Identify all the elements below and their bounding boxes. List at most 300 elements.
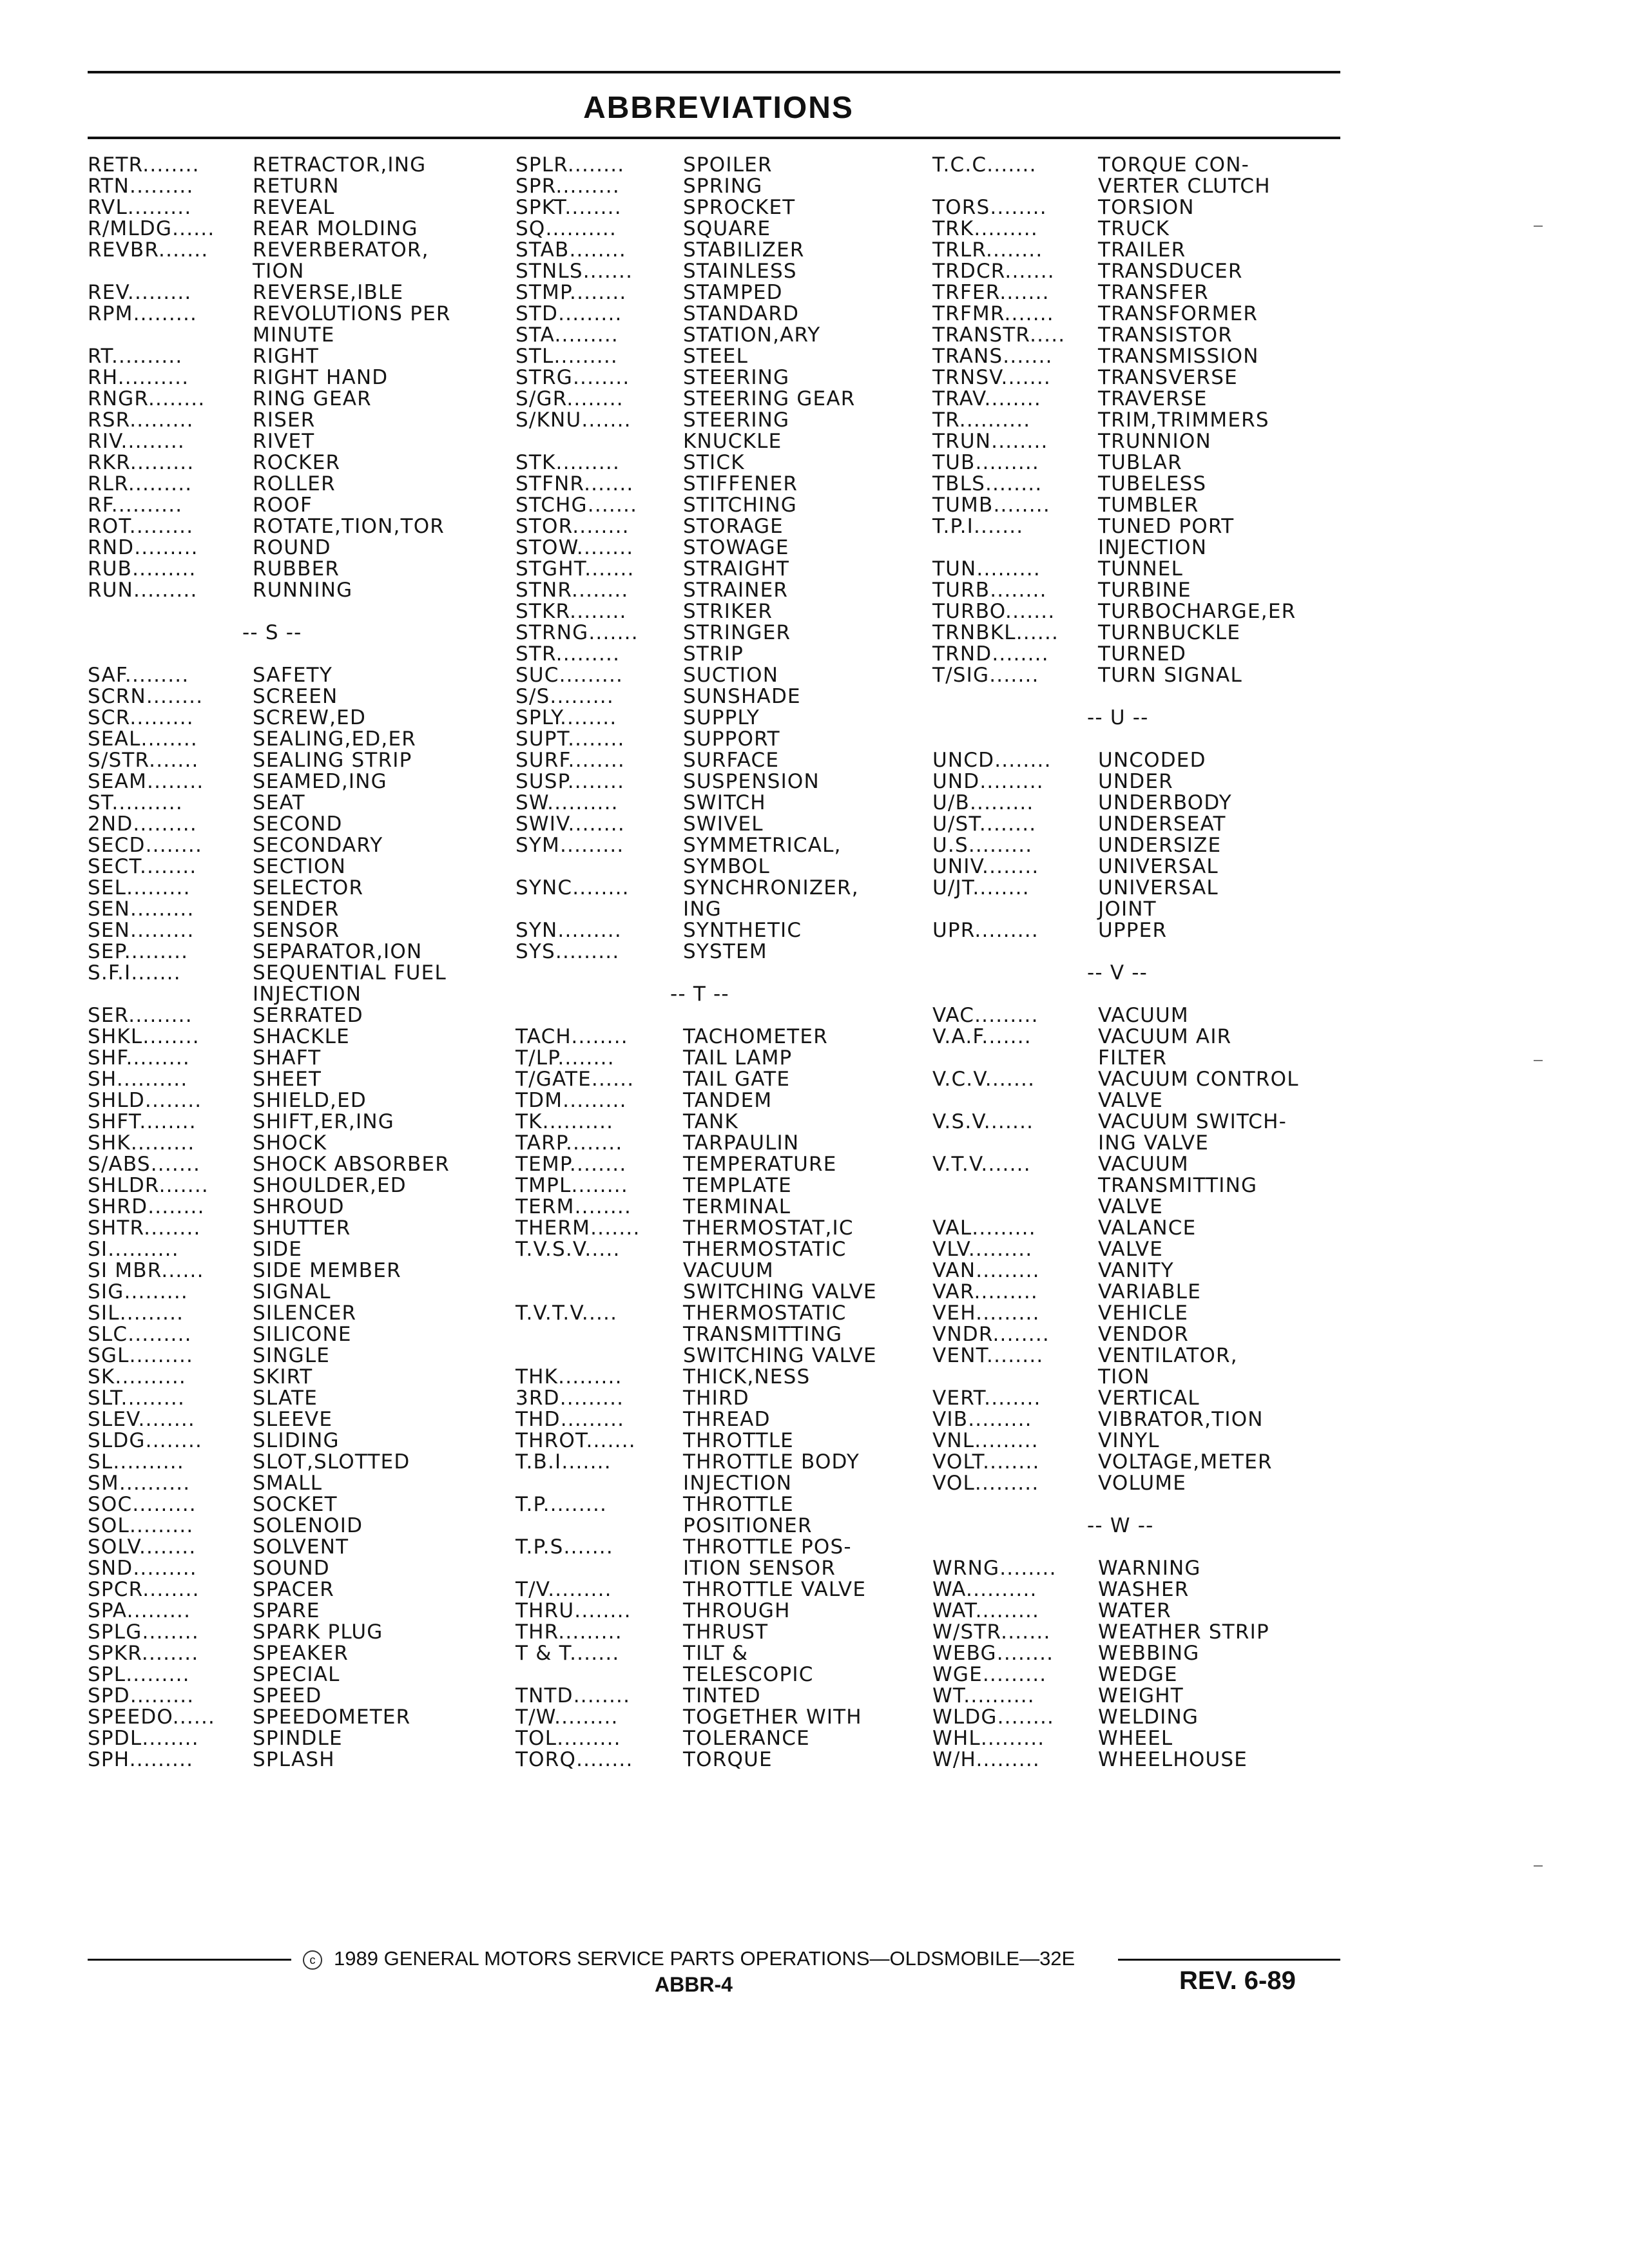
abbreviation-code: TORS........ [932,196,1047,219]
abbreviation-code: SI.......... [88,1238,179,1261]
abbreviation-meaning: VOLTAGE,METER [1098,1450,1273,1474]
abbreviation-code: STA......... [516,323,619,347]
abbreviation-code: TERM........ [516,1195,632,1218]
abbreviation-code: THR......... [516,1620,622,1644]
abbreviation-meaning: SLATE [253,1387,318,1410]
abbreviation-meaning: THROTTLE POS- [683,1535,852,1559]
abbreviation-meaning: SEALING,ED,ER [253,727,416,751]
abbreviation-meaning: JOINT [1098,898,1157,921]
abbreviation-code: S/ABS....... [88,1153,201,1176]
abbreviation-meaning: TINTED [683,1684,761,1707]
abbreviation-meaning: REVERSE,IBLE [253,281,404,304]
abbreviation-code: SPR......... [516,175,620,198]
abbreviation-code: SPH......... [88,1748,194,1771]
abbreviation-code: S/GR........ [516,387,624,410]
abbreviation-code: TOL......... [516,1727,621,1750]
abbreviation-code: RNGR........ [88,387,206,410]
abbreviation-meaning: KNUCKLE [683,430,782,453]
abbreviation-meaning: THROTTLE VALVE [683,1578,867,1601]
abbreviation-code: SUSP........ [516,770,625,793]
abbreviation-meaning: SERRATED [253,1004,363,1027]
abbreviation-meaning: VIBRATOR,TION [1098,1408,1264,1431]
abbreviation-code: VAC......... [932,1004,1039,1027]
abbreviation-code: SLC......... [88,1323,192,1346]
abbreviation-meaning: SEAT [253,791,305,814]
abbreviation-code: VENT........ [932,1344,1044,1367]
abbreviation-meaning: SUNSHADE [683,685,801,708]
abbreviation-code: SYS......... [516,940,620,963]
abbreviation-meaning: SECONDARY [253,834,383,857]
abbreviation-meaning: POSITIONER [683,1514,813,1537]
abbreviation-code: T.B.I....... [516,1450,612,1474]
abbreviation-meaning: SYSTEM [683,940,767,963]
abbreviation-meaning: STRAIGHT [683,557,790,581]
abbreviation-meaning: THROTTLE [683,1493,794,1516]
abbreviation-code: STD......... [516,302,622,325]
page-title: ABBREVIATIONS [583,91,854,125]
abbreviation-meaning: SCREEN [253,685,338,708]
abbreviation-meaning: VERTICAL [1098,1387,1200,1410]
abbreviation-code: TUMB........ [932,494,1050,517]
abbreviation-code: TRND........ [932,642,1049,666]
abbreviation-meaning: SLEEVE [253,1408,333,1431]
abbreviation-meaning: VALVE [1098,1238,1164,1261]
abbreviation-meaning: TORQUE CON- [1098,153,1250,177]
abbreviation-meaning: THERMOSTATIC [683,1238,847,1261]
abbreviation-code: WLDG........ [932,1706,1055,1729]
copyright-symbol-icon: c [303,1950,322,1970]
abbreviation-meaning: VALVE [1098,1089,1164,1112]
abbreviation-meaning: SOUND [253,1557,330,1580]
abbreviation-meaning: TRIM,TRIMMERS [1098,408,1269,432]
abbreviation-meaning: TARPAULIN [683,1131,800,1155]
abbreviation-meaning: SPEEDOMETER [253,1706,411,1729]
abbreviation-meaning: TRUNNION [1098,430,1211,453]
abbreviation-code: THROT....... [516,1429,636,1452]
abbreviation-meaning: SUCTION [683,664,779,687]
abbreviation-meaning: UPPER [1098,919,1168,942]
abbreviation-meaning: WEATHER STRIP [1098,1620,1269,1644]
abbreviation-meaning: VACUUM [683,1259,774,1282]
abbreviation-meaning: SELECTOR [253,876,364,899]
abbreviation-code: WRNG........ [932,1557,1057,1580]
abbreviation-meaning: STICK [683,451,745,474]
abbreviation-meaning: VARIABLE [1098,1280,1202,1303]
revision-label: REV. 6-89 [1179,1966,1296,1995]
abbreviation-meaning: SEALING STRIP [253,749,412,772]
abbreviation-meaning: RIVET [253,430,315,453]
abbreviation-code: SPEEDO...... [88,1706,216,1729]
abbreviation-code: SPLY........ [516,706,617,729]
abbreviation-code: SK.......... [88,1365,186,1389]
abbreviation-meaning: UNIVERSAL [1098,855,1219,878]
abbreviation-code: SECT........ [88,855,197,878]
abbreviation-meaning: TAIL GATE [683,1068,791,1091]
abbreviation-code: SHKL........ [88,1025,200,1048]
abbreviation-code: VNDR........ [932,1323,1050,1346]
abbreviation-meaning: SWITCH [683,791,766,814]
abbreviation-meaning: THICK,NESS [683,1365,811,1389]
abbreviation-code: SLEV........ [88,1408,195,1431]
abbreviation-meaning: VALVE [1098,1195,1164,1218]
abbreviation-meaning: TANK [683,1110,739,1133]
abbreviation-meaning: ROUND [253,536,331,559]
abbreviation-code: VOLT........ [932,1450,1040,1474]
abbreviation-code: SWIV........ [516,812,625,836]
abbreviation-meaning: RIGHT HAND [253,366,389,389]
abbreviation-meaning: TRANSFORMER [1098,302,1258,325]
abbreviation-code: SEN......... [88,898,195,921]
abbreviation-code: S/KNU....... [516,408,631,432]
abbreviation-meaning: ING VALVE [1098,1131,1210,1155]
abbreviation-code: SEN......... [88,919,195,942]
abbreviation-code: WHL......... [932,1727,1045,1750]
abbreviation-code: RF.......... [88,494,183,517]
abbreviation-code: SI MBR...... [88,1259,204,1282]
abbreviation-meaning: VACUUM [1098,1004,1189,1027]
abbreviation-code: SPKR........ [88,1642,199,1665]
abbreviation-meaning: SPRING [683,175,763,198]
abbreviation-code: SHLDR....... [88,1174,209,1197]
abbreviation-meaning: VEHICLE [1098,1302,1189,1325]
abbreviation-meaning: SWIVEL [683,812,764,836]
abbreviation-code: SEP......... [88,940,189,963]
abbreviation-code: RSR......... [88,408,194,432]
abbreviation-meaning: TUBLAR [1098,451,1182,474]
abbreviation-code: SYNC........ [516,876,630,899]
abbreviation-code: SW.......... [516,791,619,814]
abbreviation-code: TRFMR....... [932,302,1054,325]
abbreviation-code: SOL......... [88,1514,194,1537]
abbreviation-meaning: UNDER [1098,770,1173,793]
abbreviation-meaning: TRANSISTOR [1098,323,1233,347]
abbreviation-meaning: SECTION [253,855,346,878]
abbreviation-meaning: STAMPED [683,281,783,304]
abbreviation-code: STOW........ [516,536,634,559]
abbreviation-meaning: TOLERANCE [683,1727,810,1750]
abbreviation-meaning: SHAFT [253,1046,322,1070]
abbreviation-meaning: THRUST [683,1620,769,1644]
abbreviation-code: SEAM........ [88,770,204,793]
abbreviation-code: WAT......... [932,1599,1040,1622]
abbreviation-meaning: SURFACE [683,749,780,772]
abbreviation-meaning: TION [1098,1365,1150,1389]
abbreviation-meaning: SHOCK ABSORBER [253,1153,450,1176]
abbreviation-meaning: TANDEM [683,1089,773,1112]
abbreviation-code: SHLD........ [88,1089,202,1112]
abbreviation-code: STK......... [516,451,621,474]
abbreviation-meaning: TRUCK [1098,217,1170,240]
abbreviation-code: T/GATE...... [516,1068,635,1091]
abbreviation-code: STGHT....... [516,557,635,581]
abbreviation-meaning: UNDERBODY [1098,791,1232,814]
abbreviation-meaning: TORSION [1098,196,1195,219]
abbreviation-code: SLT......... [88,1387,186,1410]
abbreviation-meaning: SPECIAL [253,1663,340,1686]
abbreviation-meaning: TURBINE [1098,579,1191,602]
abbreviation-code: TUB......... [932,451,1039,474]
abbreviation-code: TRNBKL...... [932,621,1059,644]
abbreviation-code: U.S......... [932,834,1033,857]
abbreviation-code: WA.......... [932,1578,1037,1601]
abbreviation-meaning: SILENCER [253,1302,357,1325]
abbreviation-code: V.T.V....... [932,1153,1031,1176]
abbreviation-meaning: WHEEL [1098,1727,1173,1750]
abbreviation-meaning: STRIP [683,642,744,666]
abbreviation-meaning: WASHER [1098,1578,1190,1601]
abbreviation-meaning: SENDER [253,898,340,921]
abbreviation-code: WEBG........ [932,1642,1054,1665]
abbreviation-meaning: VALANCE [1098,1216,1197,1240]
abbreviation-meaning: STRIKER [683,600,773,623]
abbreviation-code: SPDL........ [88,1727,199,1750]
abbreviation-code: SHRD........ [88,1195,205,1218]
abbreviation-code: T.V.T.V..... [516,1302,618,1325]
abbreviation-code: REV......... [88,281,192,304]
abbreviation-meaning: SHOULDER,ED [253,1174,407,1197]
abbreviation-code: 2ND......... [88,812,197,836]
abbreviation-meaning: TRAILER [1098,238,1186,262]
abbreviation-meaning: STEEL [683,345,749,368]
abbreviation-meaning: VACUUM AIR [1098,1025,1232,1048]
abbreviation-code: T/LP........ [516,1046,615,1070]
abbreviation-code: SIL......... [88,1302,184,1325]
abbreviation-meaning: TRANSVERSE [1098,366,1238,389]
abbreviation-meaning: UNCODED [1098,749,1206,772]
abbreviation-meaning: RUNNING [253,579,353,602]
abbreviation-meaning: TRANSDUCER [1098,260,1243,283]
abbreviation-code: WT.......... [932,1684,1035,1707]
abbreviation-code: ROT......... [88,515,194,538]
abbreviation-code: TRFER....... [932,281,1050,304]
abbreviation-meaning: SPARE [253,1599,320,1622]
abbreviation-code: RTN......... [88,175,194,198]
abbreviation-meaning: SEPARATOR,ION [253,940,423,963]
abbreviation-code: TRANSTR..... [932,323,1066,347]
abbreviation-meaning: TUMBLER [1098,494,1199,517]
abbreviation-meaning: TUNNEL [1098,557,1184,581]
section-letter: -- S -- [242,621,302,644]
abbreviation-code: STRNG....... [516,621,639,644]
abbreviation-meaning: ROLLER [253,472,336,495]
abbreviation-meaning: VACUUM CONTROL [1098,1068,1299,1091]
abbreviation-code: SOLV........ [88,1535,197,1559]
abbreviation-meaning: INJECTION [1098,536,1208,559]
abbreviation-code: T.P......... [516,1493,608,1516]
abbreviation-meaning: SHROUD [253,1195,345,1218]
abbreviation-code: TRNSV....... [932,366,1051,389]
abbreviation-code: SPLR........ [516,153,625,177]
abbreviation-code: TRDCR....... [932,260,1055,283]
abbreviation-meaning: SPINDLE [253,1727,343,1750]
abbreviation-code: VERT........ [932,1387,1041,1410]
abbreviation-meaning: THROUGH [683,1599,791,1622]
abbreviation-meaning: SCREW,ED [253,706,367,729]
abbreviation-code: SCR......... [88,706,194,729]
abbreviation-code: VEH......... [932,1302,1040,1325]
abbreviation-code: T.V.S.V..... [516,1238,621,1261]
abbreviation-meaning: TILT & [683,1642,749,1665]
abbreviation-meaning: SHUTTER [253,1216,351,1240]
abbreviation-code: WGE......... [932,1663,1047,1686]
abbreviation-meaning: SINGLE [253,1344,331,1367]
abbreviation-code: REVBR....... [88,238,209,262]
abbreviation-meaning: SIDE [253,1238,303,1261]
abbreviation-meaning: SPLASH [253,1748,335,1771]
abbreviation-code: UNCD........ [932,749,1052,772]
abbreviation-code: STNLS....... [516,260,633,283]
abbreviation-code: SURF........ [516,749,625,772]
abbreviation-code: RPM......... [88,302,198,325]
abbreviation-code: SECD........ [88,834,203,857]
abbreviation-meaning: SPEAKER [253,1642,349,1665]
abbreviation-code: RH.......... [88,366,189,389]
abbreviation-code: S/STR....... [88,749,199,772]
abbreviation-meaning: STATION,ARY [683,323,821,347]
margin-tick-mark [1534,226,1543,227]
abbreviation-meaning: SQUARE [683,217,771,240]
abbreviation-code: SHTR........ [88,1216,201,1240]
abbreviation-code: TRUN........ [932,430,1048,453]
abbreviation-code: SPD......... [88,1684,195,1707]
abbreviation-code: SCRN........ [88,685,204,708]
abbreviation-meaning: SYNTHETIC [683,919,802,942]
abbreviation-code: THD......... [516,1408,625,1431]
abbreviation-meaning: WATER [1098,1599,1171,1622]
abbreviation-meaning: THIRD [683,1387,749,1410]
abbreviation-meaning: TRANSMITTING [683,1323,843,1346]
abbreviation-code: SHK......... [88,1131,195,1155]
abbreviation-meaning: TRANSMISSION [1098,345,1259,368]
abbreviation-code: STMP........ [516,281,627,304]
abbreviation-code: V.A.F....... [932,1025,1032,1048]
abbreviation-meaning: SPROCKET [683,196,796,219]
abbreviation-code: U/JT........ [932,876,1030,899]
abbreviation-code: 3RD......... [516,1387,624,1410]
abbreviation-code: SER......... [88,1004,193,1027]
abbreviation-meaning: TEMPLATE [683,1174,792,1197]
abbreviation-meaning: VOLUME [1098,1472,1187,1495]
abbreviation-meaning: TERMINAL [683,1195,791,1218]
abbreviation-meaning: RING GEAR [253,387,372,410]
abbreviation-code: T.C.C....... [932,153,1037,177]
abbreviation-meaning: TORQUE [683,1748,773,1771]
abbreviation-meaning: VACUUM SWITCH- [1098,1110,1287,1133]
abbreviation-meaning: SHACKLE [253,1025,350,1048]
abbreviation-meaning: SPARK PLUG [253,1620,383,1644]
abbreviation-code: STR......... [516,642,621,666]
abbreviation-meaning: STABILIZER [683,238,805,262]
abbreviation-meaning: SYMBOL [683,855,770,878]
abbreviation-code: TK.......... [516,1110,614,1133]
abbreviation-meaning: TURBOCHARGE,ER [1098,600,1296,623]
abbreviation-meaning: TRANSFER [1098,281,1209,304]
abbreviation-meaning: STORAGE [683,515,784,538]
abbreviation-meaning: SUSPENSION [683,770,820,793]
abbreviation-code: TRK......... [932,217,1038,240]
abbreviation-code: THK......... [516,1365,622,1389]
abbreviation-code: V.C.V....... [932,1068,1036,1091]
abbreviation-meaning: SYNCHRONIZER, [683,876,859,899]
abbreviation-code: V.S.V....... [932,1110,1034,1133]
abbreviation-code: RIV......... [88,430,185,453]
abbreviation-meaning: WARNING [1098,1557,1201,1580]
abbreviation-meaning: INJECTION [683,1472,793,1495]
abbreviation-code: THERM....... [516,1216,641,1240]
abbreviation-meaning: TEMPERATURE [683,1153,837,1176]
abbreviation-meaning: WEBBING [1098,1642,1200,1665]
abbreviation-meaning: RIGHT [253,345,319,368]
abbreviation-meaning: TURNED [1098,642,1187,666]
abbreviation-meaning: SKIRT [253,1365,313,1389]
abbreviation-code: SPCR........ [88,1578,200,1601]
abbreviation-meaning: THERMOSTATIC [683,1302,847,1325]
abbreviation-code: RETR........ [88,153,200,177]
abbreviation-meaning: ITION SENSOR [683,1557,836,1580]
abbreviation-code: SAF......... [88,664,189,687]
abbreviation-meaning: STOWAGE [683,536,789,559]
abbreviation-meaning: STAINLESS [683,260,797,283]
abbreviation-code: TRAV........ [932,387,1041,410]
abbreviation-meaning: ROTATE,TION,TOR [253,515,445,538]
footer-rule-left [88,1959,291,1961]
abbreviation-code: THRU........ [516,1599,631,1622]
footer-copyright [303,1947,1075,1970]
section-letter: -- W -- [1087,1514,1154,1537]
abbreviation-meaning: RETURN [253,175,340,198]
abbreviation-code: SPL......... [88,1663,190,1686]
abbreviation-code: S.F.I....... [88,961,181,985]
abbreviation-code: RUB......... [88,557,197,581]
abbreviation-meaning: TAIL LAMP [683,1046,793,1070]
abbreviation-meaning: RISER [253,408,316,432]
abbreviation-meaning: SOLVENT [253,1535,349,1559]
abbreviation-meaning: SPEED [253,1684,322,1707]
abbreviation-code: TURBO....... [932,600,1055,623]
abbreviation-code: STAB........ [516,238,626,262]
abbreviation-meaning: SECOND [253,812,343,836]
abbreviation-code: T/V......... [516,1578,612,1601]
top-rule [88,71,1340,73]
abbreviation-meaning: SLOT,SLOTTED [253,1450,410,1474]
abbreviation-meaning: SEQUENTIAL FUEL [253,961,447,985]
abbreviation-code: SOC......... [88,1493,197,1516]
abbreviation-meaning: UNDERSEAT [1098,812,1226,836]
abbreviation-meaning: THROTTLE BODY [683,1450,860,1474]
abbreviation-code: TACH........ [516,1025,628,1048]
abbreviation-code: TR.......... [932,408,1031,432]
abbreviation-code: TURB........ [932,579,1047,602]
abbreviation-code: TORQ........ [516,1748,633,1771]
abbreviation-meaning: UNDERSIZE [1098,834,1222,857]
abbreviation-code: TRLR........ [932,238,1043,262]
abbreviation-meaning: VANITY [1098,1259,1174,1282]
abbreviation-code: STL......... [516,345,618,368]
section-letter: -- V -- [1087,961,1148,985]
section-letter: -- T -- [670,983,729,1006]
abbreviation-code: RUN......... [88,579,198,602]
abbreviation-code: VLV......... [932,1238,1033,1261]
abbreviation-code: VAR......... [932,1280,1038,1303]
abbreviation-meaning: REVEAL [253,196,335,219]
abbreviation-code: SYN......... [516,919,622,942]
abbreviation-meaning: REVOLUTIONS PER [253,302,451,325]
abbreviation-meaning: VENTILATOR, [1098,1344,1238,1367]
abbreviation-code: RT.......... [88,345,183,368]
abbreviation-meaning: VENDOR [1098,1323,1189,1346]
abbreviation-meaning: SUPPORT [683,727,780,751]
abbreviation-meaning: SYMMETRICAL, [683,834,842,857]
